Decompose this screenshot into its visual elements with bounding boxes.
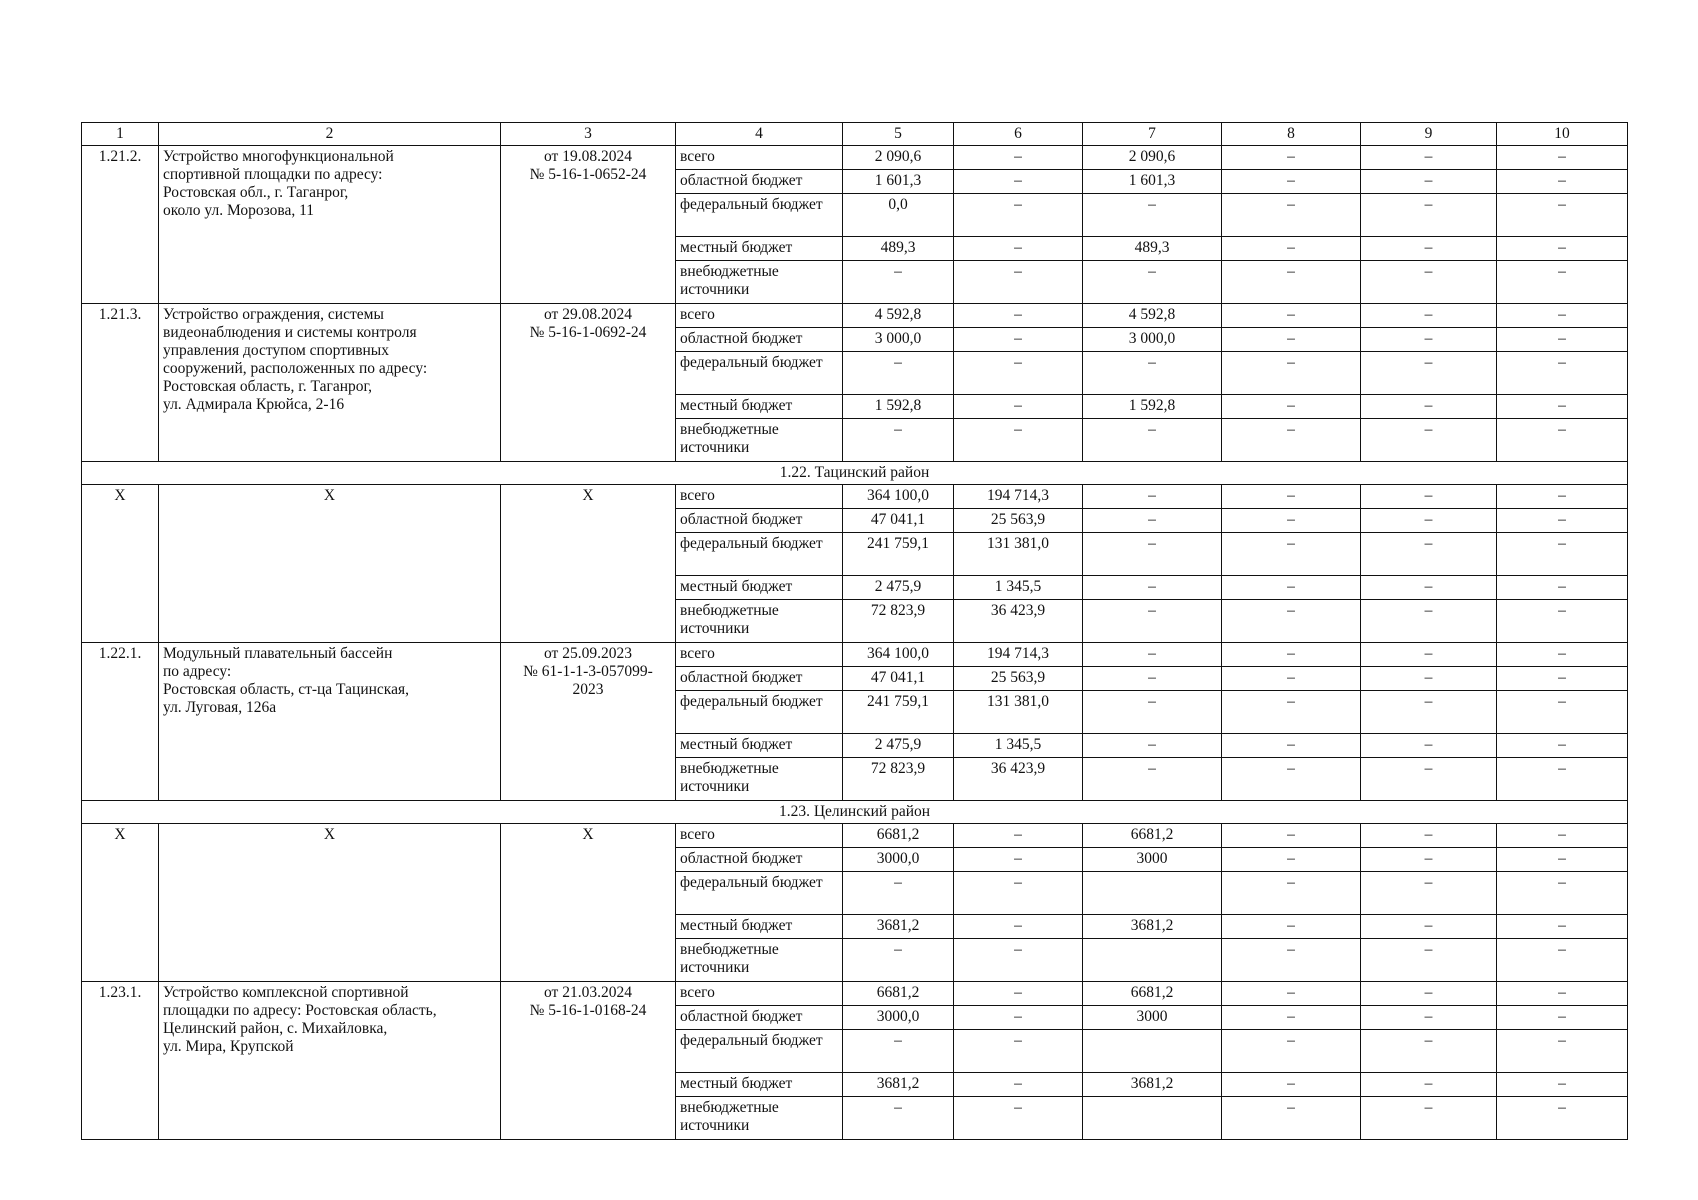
amount-cell: 2 475,9	[843, 576, 954, 600]
amount-cell: –	[1083, 758, 1222, 801]
funding-source: областной бюджет	[676, 170, 843, 194]
amount-cell: –	[1361, 395, 1497, 419]
amount-cell: –	[1222, 1073, 1361, 1097]
amount-cell: –	[1222, 261, 1361, 304]
table-row	[82, 146, 1628, 170]
amount-cell: –	[1222, 328, 1361, 352]
amount-cell: –	[1497, 533, 1628, 576]
amount-cell: 2 090,6	[843, 146, 954, 170]
amount-cell: 1 345,5	[954, 576, 1083, 600]
amount-cell: –	[1497, 824, 1628, 848]
expertise-conclusion: от 29.08.2024 № 5-16-1-0692-24	[501, 304, 676, 462]
funding-source: федеральный бюджет	[676, 352, 843, 395]
object-description: Устройство многофункциональной спортивной площадки по адресу: Ростовская обл., г. Таганрог, около ул. Морозова, 11	[159, 146, 501, 304]
amount-cell: 489,3	[843, 237, 954, 261]
amount-cell: 3000	[1083, 1006, 1222, 1030]
table-row	[82, 824, 1628, 848]
funding-source: местный бюджет	[676, 734, 843, 758]
amount-cell: 72 823,9	[843, 758, 954, 801]
amount-cell: –	[1497, 1097, 1628, 1140]
amount-cell: 489,3	[1083, 237, 1222, 261]
amount-cell: –	[954, 848, 1083, 872]
expertise-conclusion: Х	[501, 824, 676, 982]
amount-cell: 131 381,0	[954, 691, 1083, 734]
amount-cell: 1 345,5	[954, 734, 1083, 758]
funding-source: федеральный бюджет	[676, 194, 843, 237]
amount-cell: 2 475,9	[843, 734, 954, 758]
amount-cell: –	[1222, 533, 1361, 576]
amount-cell: –	[843, 352, 954, 395]
amount-cell: –	[1222, 485, 1361, 509]
amount-cell: –	[1222, 304, 1361, 328]
amount-cell: –	[1497, 352, 1628, 395]
amount-cell: –	[1083, 194, 1222, 237]
object-description: Модульный плавательный бассейн по адресу: Ростовская область, ст-ца Тацинская, ул. Луговая, 126а	[159, 643, 501, 801]
table-row	[82, 485, 1628, 509]
amount-cell: –	[954, 194, 1083, 237]
amount-cell: –	[1222, 237, 1361, 261]
amount-cell: –	[1361, 1006, 1497, 1030]
amount-cell: –	[1361, 734, 1497, 758]
amount-cell: –	[1222, 691, 1361, 734]
amount-cell: –	[1361, 576, 1497, 600]
table-row	[82, 304, 1628, 328]
object-description: Устройство комплексной спортивной площадки по адресу: Ростовская область, Целинский район, с. Михайловка, ул. Мира, Крупской	[159, 982, 501, 1140]
amount-cell: –	[1083, 509, 1222, 533]
item-number: 1.23.1.	[82, 982, 159, 1140]
amount-cell: 4 592,8	[843, 304, 954, 328]
amount-cell: 3000,0	[843, 848, 954, 872]
amount-cell: –	[1222, 170, 1361, 194]
funding-source: федеральный бюджет	[676, 691, 843, 734]
amount-cell: –	[954, 872, 1083, 915]
amount-cell: –	[954, 304, 1083, 328]
amount-cell: –	[1222, 419, 1361, 462]
amount-cell: 0,0	[843, 194, 954, 237]
amount-cell: 241 759,1	[843, 533, 954, 576]
amount-cell: –	[1497, 328, 1628, 352]
object-description: Х	[159, 485, 501, 643]
amount-cell: –	[1361, 533, 1497, 576]
amount-cell: –	[1497, 237, 1628, 261]
amount-cell	[1083, 1030, 1222, 1073]
amount-cell: –	[1083, 419, 1222, 462]
amount-cell: –	[954, 1030, 1083, 1073]
funding-source: всего	[676, 485, 843, 509]
amount-cell: –	[954, 328, 1083, 352]
funding-source: федеральный бюджет	[676, 872, 843, 915]
amount-cell: –	[1361, 419, 1497, 462]
amount-cell	[1083, 1097, 1222, 1140]
amount-cell: –	[954, 1006, 1083, 1030]
amount-cell: –	[1497, 939, 1628, 982]
amount-cell: –	[1361, 194, 1497, 237]
amount-cell: –	[843, 872, 954, 915]
amount-cell: –	[1361, 982, 1497, 1006]
funding-source: всего	[676, 982, 843, 1006]
funding-source: всего	[676, 643, 843, 667]
expertise-conclusion: от 25.09.2023 № 61-1-1-3-057099- 2023	[501, 643, 676, 801]
amount-cell: 3681,2	[1083, 1073, 1222, 1097]
amount-cell: –	[954, 824, 1083, 848]
amount-cell: –	[954, 261, 1083, 304]
amount-cell: 47 041,1	[843, 667, 954, 691]
amount-cell: 131 381,0	[954, 533, 1083, 576]
column-number: 4	[676, 123, 843, 146]
amount-cell: –	[1222, 1006, 1361, 1030]
expertise-conclusion: от 21.03.2024 № 5-16-1-0168-24	[501, 982, 676, 1140]
amount-cell: 36 423,9	[954, 758, 1083, 801]
amount-cell: –	[954, 1073, 1083, 1097]
amount-cell: 364 100,0	[843, 485, 954, 509]
amount-cell: 364 100,0	[843, 643, 954, 667]
amount-cell: 72 823,9	[843, 600, 954, 643]
amount-cell: –	[1222, 872, 1361, 915]
amount-cell: –	[1361, 146, 1497, 170]
amount-cell: –	[1222, 1030, 1361, 1073]
amount-cell: –	[1361, 824, 1497, 848]
amount-cell: 241 759,1	[843, 691, 954, 734]
funding-source: областной бюджет	[676, 667, 843, 691]
amount-cell: –	[1497, 419, 1628, 462]
amount-cell: 2 090,6	[1083, 146, 1222, 170]
amount-cell: –	[843, 261, 954, 304]
amount-cell: –	[1222, 734, 1361, 758]
column-number-header-row	[82, 123, 1628, 146]
amount-cell	[1083, 939, 1222, 982]
item-number: Х	[82, 485, 159, 643]
amount-cell: –	[1083, 643, 1222, 667]
amount-cell: –	[1083, 734, 1222, 758]
funding-source: внебюджетные источники	[676, 261, 843, 304]
amount-cell: 6681,2	[1083, 824, 1222, 848]
amount-cell: 47 041,1	[843, 509, 954, 533]
amount-cell: –	[1497, 1006, 1628, 1030]
amount-cell: –	[1361, 352, 1497, 395]
column-number: 8	[1222, 123, 1361, 146]
funding-source: всего	[676, 824, 843, 848]
amount-cell: –	[1222, 146, 1361, 170]
column-number: 6	[954, 123, 1083, 146]
amount-cell: –	[1497, 734, 1628, 758]
amount-cell: –	[1497, 146, 1628, 170]
amount-cell: –	[1222, 824, 1361, 848]
column-number: 10	[1497, 123, 1628, 146]
amount-cell: –	[954, 146, 1083, 170]
amount-cell: –	[1222, 352, 1361, 395]
amount-cell: –	[1361, 939, 1497, 982]
amount-cell: –	[1083, 485, 1222, 509]
amount-cell: –	[1497, 485, 1628, 509]
amount-cell: 36 423,9	[954, 600, 1083, 643]
amount-cell: –	[1083, 352, 1222, 395]
amount-cell: –	[1083, 576, 1222, 600]
funding-source: внебюджетные источники	[676, 1097, 843, 1140]
amount-cell: –	[1497, 982, 1628, 1006]
amount-cell: –	[1497, 395, 1628, 419]
column-number: 7	[1083, 123, 1222, 146]
funding-source: областной бюджет	[676, 509, 843, 533]
funding-source: внебюджетные источники	[676, 419, 843, 462]
amount-cell: –	[1361, 509, 1497, 533]
amount-cell: –	[954, 170, 1083, 194]
amount-cell: 3681,2	[1083, 915, 1222, 939]
amount-cell: 194 714,3	[954, 643, 1083, 667]
amount-cell: –	[1361, 600, 1497, 643]
amount-cell: –	[1222, 939, 1361, 982]
amount-cell: –	[843, 939, 954, 982]
amount-cell: –	[1361, 170, 1497, 194]
section-title: 1.23. Целинский район	[82, 801, 1628, 824]
amount-cell: –	[1497, 576, 1628, 600]
item-number: 1.21.2.	[82, 146, 159, 304]
amount-cell: –	[1497, 667, 1628, 691]
column-number: 9	[1361, 123, 1497, 146]
expertise-conclusion: Х	[501, 485, 676, 643]
amount-cell: –	[1497, 170, 1628, 194]
column-number: 1	[82, 123, 159, 146]
amount-cell: –	[1083, 600, 1222, 643]
section-header-row	[82, 462, 1628, 485]
amount-cell: –	[1497, 915, 1628, 939]
amount-cell: 1 601,3	[1083, 170, 1222, 194]
amount-cell: 3 000,0	[843, 328, 954, 352]
column-number: 5	[843, 123, 954, 146]
amount-cell: –	[954, 939, 1083, 982]
amount-cell: 25 563,9	[954, 667, 1083, 691]
amount-cell: –	[954, 982, 1083, 1006]
amount-cell: –	[1361, 691, 1497, 734]
object-description: Х	[159, 824, 501, 982]
amount-cell: –	[1497, 643, 1628, 667]
section-title: 1.22. Тацинский район	[82, 462, 1628, 485]
amount-cell: –	[1361, 643, 1497, 667]
amount-cell: –	[1222, 576, 1361, 600]
amount-cell: –	[1497, 758, 1628, 801]
amount-cell: –	[954, 395, 1083, 419]
amount-cell: –	[1497, 194, 1628, 237]
amount-cell: 3000	[1083, 848, 1222, 872]
amount-cell: 6681,2	[1083, 982, 1222, 1006]
amount-cell: –	[1361, 328, 1497, 352]
funding-source: областной бюджет	[676, 328, 843, 352]
amount-cell: –	[843, 419, 954, 462]
amount-cell: –	[1361, 1097, 1497, 1140]
amount-cell: –	[1222, 982, 1361, 1006]
amount-cell: –	[1361, 304, 1497, 328]
amount-cell: 4 592,8	[1083, 304, 1222, 328]
amount-cell: –	[954, 352, 1083, 395]
amount-cell: –	[1083, 667, 1222, 691]
amount-cell: –	[1497, 509, 1628, 533]
item-number: 1.22.1.	[82, 643, 159, 801]
amount-cell: –	[1361, 872, 1497, 915]
amount-cell: –	[1222, 758, 1361, 801]
financing-table	[81, 122, 1628, 1140]
table-row	[82, 643, 1628, 667]
expertise-conclusion: от 19.08.2024 № 5-16-1-0652-24	[501, 146, 676, 304]
amount-cell: 6681,2	[843, 982, 954, 1006]
amount-cell: –	[1497, 600, 1628, 643]
amount-cell: 6681,2	[843, 824, 954, 848]
funding-source: всего	[676, 146, 843, 170]
table-body	[82, 123, 1628, 1140]
item-number: Х	[82, 824, 159, 982]
funding-source: местный бюджет	[676, 1073, 843, 1097]
amount-cell: 3 000,0	[1083, 328, 1222, 352]
amount-cell: 1 592,8	[843, 395, 954, 419]
amount-cell: –	[954, 915, 1083, 939]
amount-cell: –	[1497, 261, 1628, 304]
amount-cell: –	[954, 237, 1083, 261]
amount-cell: –	[1222, 643, 1361, 667]
amount-cell: –	[1497, 848, 1628, 872]
column-number: 3	[501, 123, 676, 146]
amount-cell: –	[1361, 848, 1497, 872]
amount-cell: 25 563,9	[954, 509, 1083, 533]
amount-cell: –	[1361, 237, 1497, 261]
amount-cell: –	[1497, 1073, 1628, 1097]
amount-cell: –	[1361, 758, 1497, 801]
funding-source: областной бюджет	[676, 1006, 843, 1030]
amount-cell: –	[1361, 667, 1497, 691]
amount-cell: 1 592,8	[1083, 395, 1222, 419]
amount-cell: –	[1222, 194, 1361, 237]
object-description: Устройство ограждения, системы видеонаблюдения и системы контроля управления доступом спортивных сооружений, расположенных по адресу: Ростовская область, г. Таганрог, ул. Адмирала Крюйса, 2-16	[159, 304, 501, 462]
amount-cell: –	[1361, 1073, 1497, 1097]
amount-cell: 3681,2	[843, 915, 954, 939]
funding-source: местный бюджет	[676, 915, 843, 939]
amount-cell: –	[1083, 533, 1222, 576]
amount-cell: 3681,2	[843, 1073, 954, 1097]
amount-cell: –	[1222, 848, 1361, 872]
amount-cell: –	[1361, 485, 1497, 509]
item-number: 1.21.3.	[82, 304, 159, 462]
funding-source: внебюджетные источники	[676, 600, 843, 643]
funding-source: местный бюджет	[676, 576, 843, 600]
funding-source: местный бюджет	[676, 237, 843, 261]
amount-cell: 1 601,3	[843, 170, 954, 194]
amount-cell	[1083, 872, 1222, 915]
table-row	[82, 982, 1628, 1006]
amount-cell: –	[1361, 915, 1497, 939]
amount-cell: –	[1083, 691, 1222, 734]
section-header-row	[82, 801, 1628, 824]
amount-cell: –	[843, 1030, 954, 1073]
amount-cell: –	[1222, 395, 1361, 419]
amount-cell: –	[954, 1097, 1083, 1140]
funding-source: местный бюджет	[676, 395, 843, 419]
amount-cell: –	[1222, 1097, 1361, 1140]
amount-cell: –	[843, 1097, 954, 1140]
funding-source: внебюджетные источники	[676, 758, 843, 801]
funding-source: областной бюджет	[676, 848, 843, 872]
funding-source: федеральный бюджет	[676, 533, 843, 576]
funding-source: федеральный бюджет	[676, 1030, 843, 1073]
amount-cell: –	[1083, 261, 1222, 304]
amount-cell: –	[1497, 872, 1628, 915]
amount-cell: –	[1497, 1030, 1628, 1073]
amount-cell: –	[1361, 261, 1497, 304]
funding-source: внебюджетные источники	[676, 939, 843, 982]
amount-cell: –	[1497, 691, 1628, 734]
amount-cell: 194 714,3	[954, 485, 1083, 509]
amount-cell: –	[1222, 600, 1361, 643]
amount-cell: –	[1222, 509, 1361, 533]
amount-cell: –	[1497, 304, 1628, 328]
amount-cell: –	[954, 419, 1083, 462]
amount-cell: –	[1222, 915, 1361, 939]
funding-source: всего	[676, 304, 843, 328]
amount-cell: –	[1222, 667, 1361, 691]
column-number: 2	[159, 123, 501, 146]
amount-cell: 3000,0	[843, 1006, 954, 1030]
amount-cell: –	[1361, 1030, 1497, 1073]
